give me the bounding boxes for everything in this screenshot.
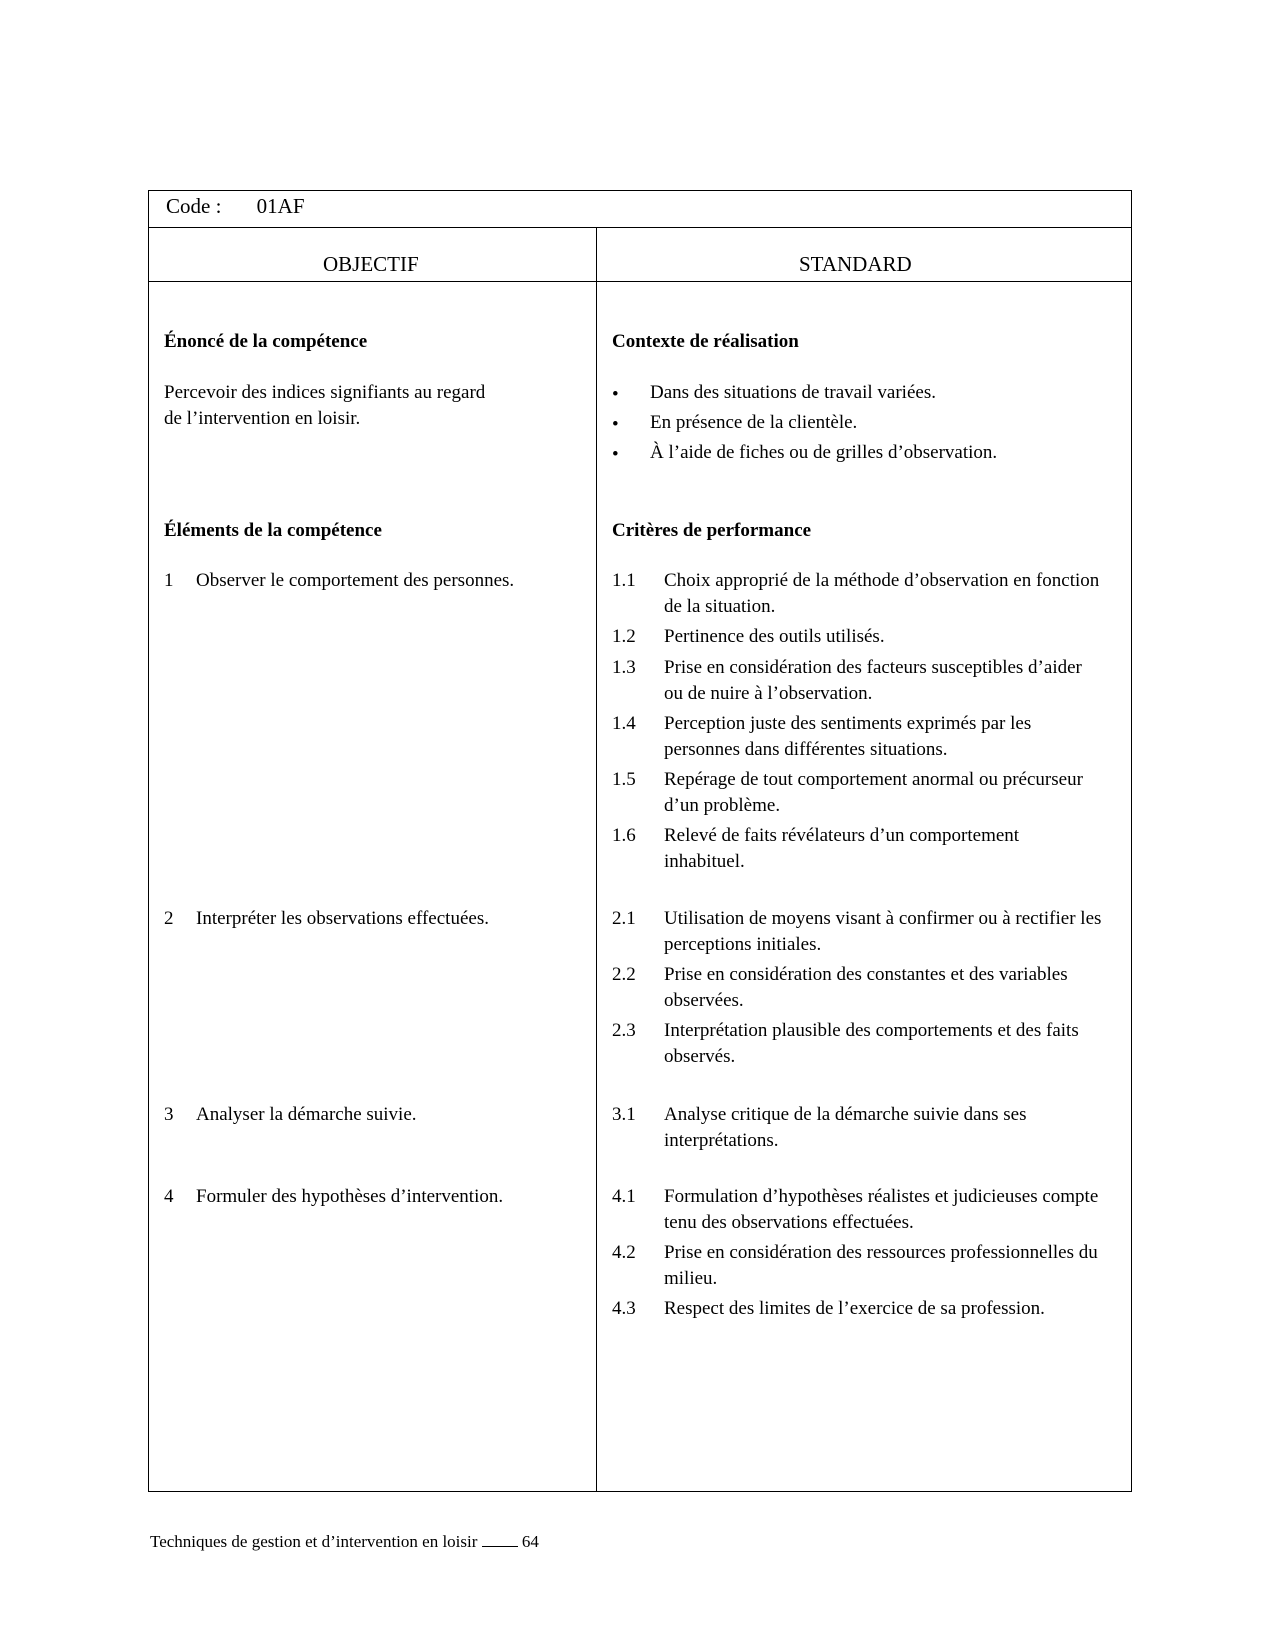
code-row-divider: [148, 227, 1132, 228]
bullet-icon: •: [612, 384, 619, 405]
critere-label: Choix approprié de la méthode d’observation en fonction de la situation.: [664, 570, 1100, 617]
header-row-divider: [148, 281, 1132, 282]
critere-label: Interprétation plausible des comportements et des faits observés.: [664, 1020, 1079, 1067]
critere-number: 4.3: [612, 1298, 636, 1319]
critere-number: 4.1: [612, 1186, 636, 1207]
criteres-title: Critères de performance: [612, 520, 812, 541]
footer-rule: [482, 1546, 518, 1547]
element-number: 2: [164, 908, 174, 929]
code-value: 01AF: [256, 194, 305, 218]
critere-number: 1.4: [612, 713, 636, 734]
page-number: 64: [521, 1532, 539, 1551]
element-number: 1: [164, 570, 174, 591]
critere-label: Respect des limites de l’exercice de sa profession.: [664, 1298, 1045, 1319]
header-standard: STANDARD: [799, 252, 912, 276]
bullet-icon: •: [612, 444, 619, 465]
critere-number: 1.5: [612, 769, 636, 790]
critere-label: Prise en considération des ressources professionnelles du milieu.: [664, 1242, 1098, 1289]
enonce-text-line2: de l’intervention en loisir.: [164, 408, 361, 429]
critere-label: Relevé de faits révélateurs d’un comportement inhabituel.: [664, 825, 1020, 872]
column-divider: [596, 227, 597, 1492]
element-number: 3: [164, 1104, 174, 1125]
critere-label: Formulation d’hypothèses réalistes et judicieuses compte tenu des observations effectuées.: [664, 1186, 1099, 1233]
element-label: Analyser la démarche suivie.: [196, 1104, 417, 1125]
critere-number: 1.3: [612, 657, 636, 678]
critere-label: Analyse critique de la démarche suivie dans ses interprétations.: [664, 1104, 1027, 1151]
enonce-title: Énoncé de la compétence: [164, 331, 368, 352]
element-label: Formuler des hypothèses d’intervention.: [196, 1186, 504, 1207]
elements-title: Éléments de la compétence: [164, 520, 382, 541]
critere-number: 2.3: [612, 1020, 636, 1041]
footer-text: Techniques de gestion et d’intervention en loisir: [150, 1532, 478, 1551]
critere-number: 1.2: [612, 626, 636, 647]
bullet-icon: •: [612, 414, 619, 435]
critere-label: Perception juste des sentiments exprimés par les personnes dans différentes situations.: [664, 713, 1032, 760]
element-label: Interpréter les observations effectuées.: [196, 908, 489, 929]
critere-label: Utilisation de moyens visant à confirmer ou à rectifier les perceptions initiales.: [664, 908, 1102, 955]
critere-number: 2.1: [612, 908, 636, 929]
critere-label: Prise en considération des constantes et des variables observées.: [664, 964, 1068, 1011]
header-objectif: OBJECTIF: [323, 252, 419, 276]
code-label: Code :: [166, 194, 222, 218]
critere-number: 3.1: [612, 1104, 636, 1125]
critere-label: Repérage de tout comportement anormal ou précurseur d’un problème.: [664, 769, 1083, 816]
page-footer: [150, 1532, 539, 1552]
enonce-text-line1: Percevoir des indices signifiants au regard: [164, 382, 486, 403]
critere-number: 2.2: [612, 964, 636, 985]
contexte-title: Contexte de réalisation: [612, 331, 799, 352]
element-number: 4: [164, 1186, 174, 1207]
code-field: [166, 194, 305, 219]
critere-number: 1.1: [612, 570, 636, 591]
critere-number: 4.2: [612, 1242, 636, 1263]
element-label: Observer le comportement des personnes.: [196, 570, 515, 591]
critere-number: 1.6: [612, 825, 636, 846]
critere-label: Prise en considération des facteurs susceptibles d’aider ou de nuire à l’observation.: [664, 657, 1082, 704]
critere-label: Pertinence des outils utilisés.: [664, 626, 885, 647]
